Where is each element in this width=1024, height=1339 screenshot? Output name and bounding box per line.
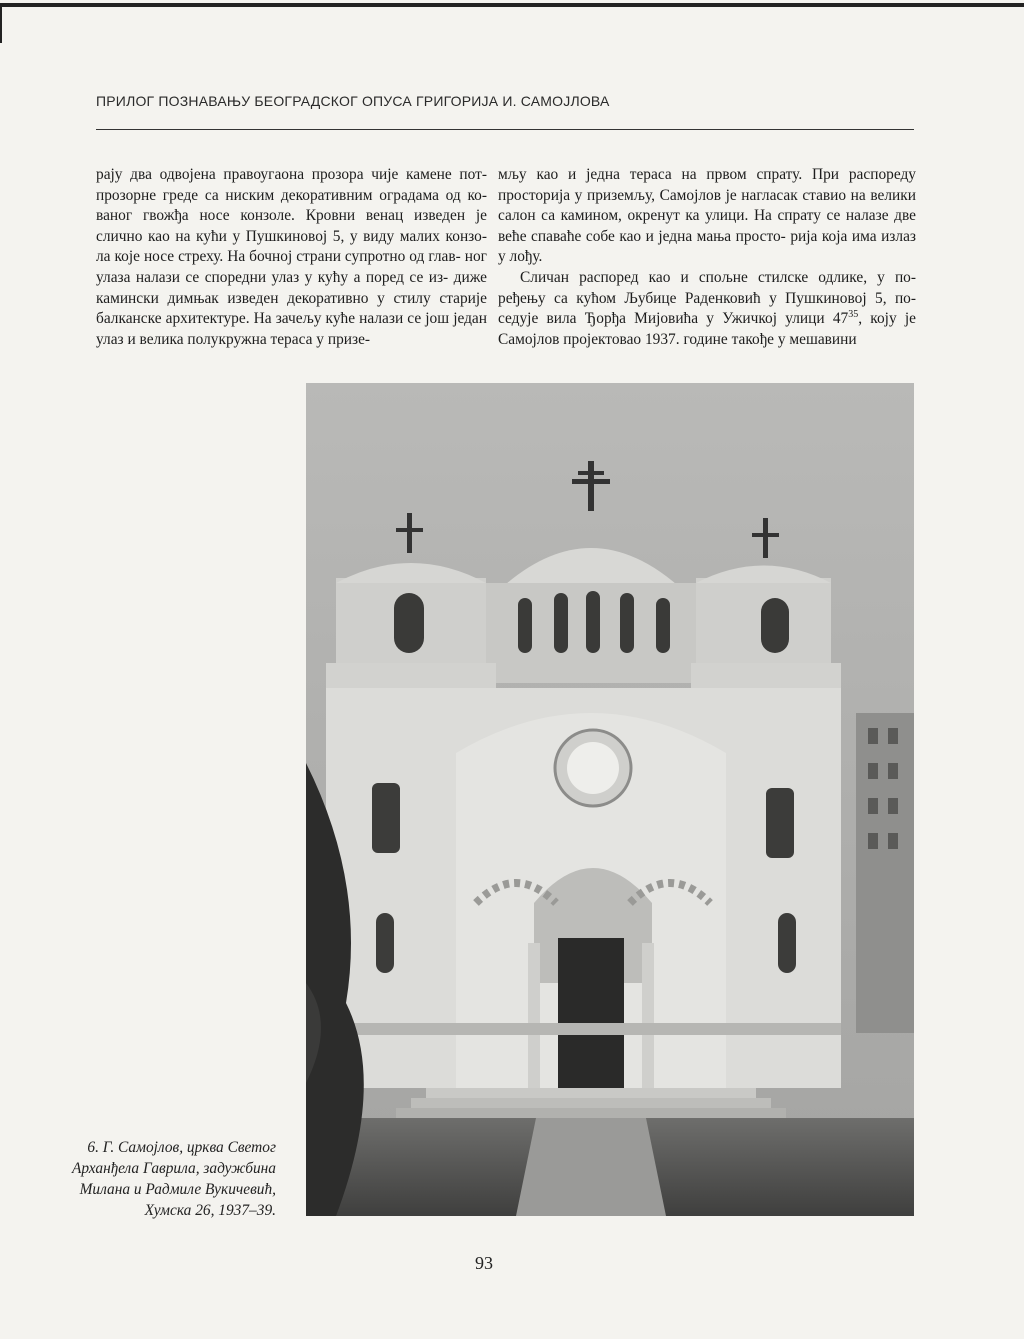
caption-line: Милана и Радмиле Вукичевић, [79, 1181, 276, 1198]
left-text-column [96, 165, 487, 350]
text-line: просторија у приземљу, Самојлов је нагласак ставио на [498, 186, 866, 204]
text-line: слично као на кући у Пушкиновој 5, у виду малих конзо- [96, 227, 487, 245]
right-text-column [498, 165, 916, 350]
text-line: седује вила Ђорђа Мијовића у Ужичкој улици 47 [498, 310, 849, 328]
text-line: се налазе две веће спаваће собе као и једна мања просто- [498, 207, 916, 245]
text-line: Сличан распоред као и спољне стилске одлике, у по- [520, 268, 916, 286]
text-line: старије балканске архитектуре. На зачељу куће налази [96, 289, 487, 328]
running-header: ПРИЛОГ ПОЗНАВАЊУ БЕОГРАДСКОГ ОПУСА ГРИГОРИЈА И. САМОЈЛОВА [96, 93, 610, 109]
text-line: мљу као и једна тераса на првом спрату. При распореду [498, 166, 916, 183]
text-line: ређењу са кућом Љубице Раденковић у Пушкиновој 5, по- [498, 289, 916, 307]
text-line: ваног гвожђа носе конзоле. Кровни венац изведен је [96, 207, 487, 225]
caption-line: 6. Г. Самојлов, црква Светог [87, 1139, 276, 1156]
right-paragraph-1 [498, 165, 916, 268]
page-number: 93 [475, 1253, 493, 1273]
text-line: велики салон са камином, окренут ка улици. На спрату [498, 186, 916, 225]
text-line: прозорне греде са ниским декоративним оградама од ко- [96, 186, 487, 204]
text-line: , коју [858, 310, 897, 328]
right-paragraph-2 [498, 268, 916, 350]
church-photograph [306, 383, 914, 1216]
left-border-rule [0, 3, 2, 43]
text-line: диже камински димњак изведен декоративно у стилу [96, 268, 487, 307]
text-line: је Самојлов пројектовао 1937. године такође у мешавини [498, 310, 916, 348]
text-line: ног улаза налази се споредни улаз у кућу а поред се из- [96, 248, 487, 286]
text-line: рају два одвојена правоугаона прозора чије камене пот- [96, 166, 487, 183]
footnote-reference[interactable]: 35 [848, 309, 859, 321]
caption-line: Арханђела Гаврила, задужбина [71, 1160, 276, 1177]
text-line: се још један улаз и велика полукружна тераса у призе- [96, 310, 487, 348]
top-border-rule [0, 3, 1024, 7]
figure-caption [40, 1137, 276, 1221]
text-line: ла које носе стреху. На бочној страни супротно од глав- [96, 248, 461, 266]
header-rule [96, 129, 914, 130]
caption-line: Хумска 26, 1937–39. [144, 1202, 276, 1219]
left-paragraph [96, 165, 487, 350]
text-line: рија која има излаз у лођу. [498, 227, 916, 266]
